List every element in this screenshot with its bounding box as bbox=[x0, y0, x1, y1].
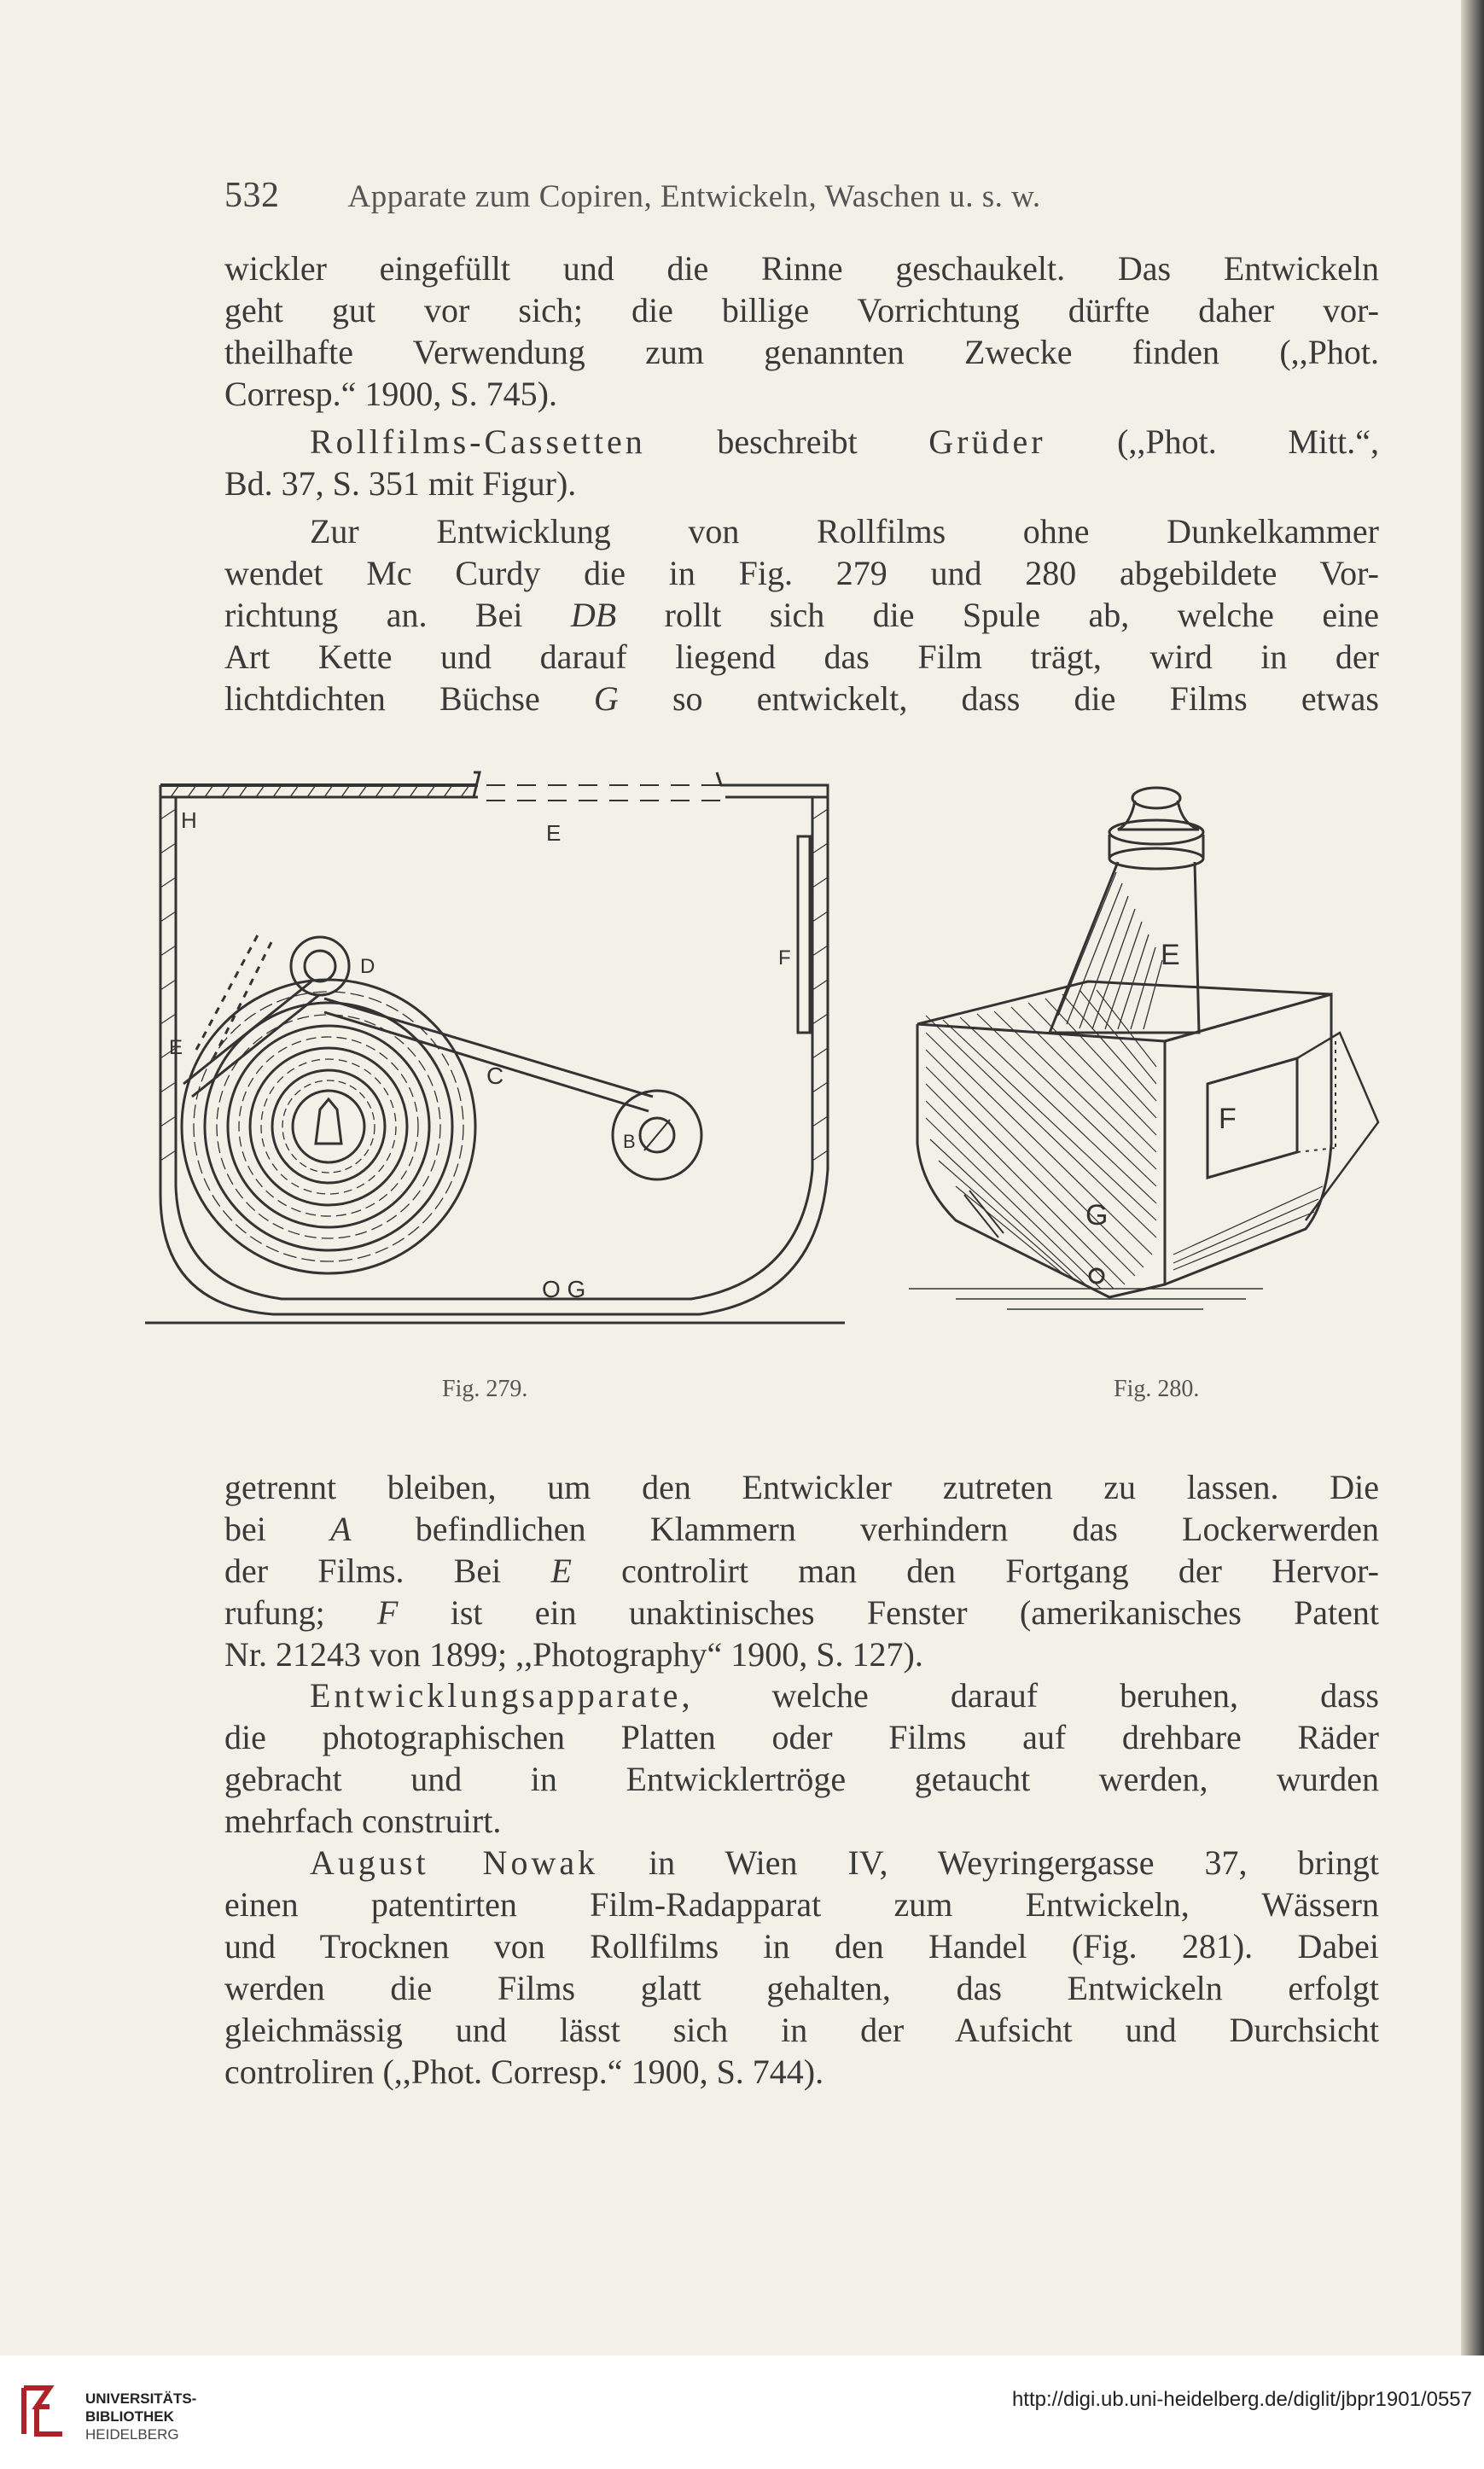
text-fragment: rufung; bbox=[224, 1593, 378, 1632]
figure-280-caption: Fig. 280. bbox=[1114, 1376, 1200, 1402]
label-D: D bbox=[360, 955, 375, 978]
text-fragment: , welche darauf beruhen, dass bbox=[681, 1676, 1379, 1715]
page-number: 532 bbox=[224, 176, 280, 215]
text-fragment: lichtdichten Büchse bbox=[224, 679, 594, 718]
text-line bbox=[224, 1550, 1379, 1592]
text-line bbox=[224, 1674, 1379, 1716]
text-fragment: beschreibt bbox=[645, 422, 929, 461]
text-line: Art Kette und darauf liegend das Film trägt, wird in der bbox=[224, 638, 1379, 676]
label-E-left: E bbox=[169, 1036, 183, 1059]
paragraph-2 bbox=[224, 421, 1379, 504]
paragraph-1 bbox=[224, 247, 1379, 415]
running-header bbox=[224, 175, 1265, 216]
text-fragment: rollt sich die Spule ab, welche eine bbox=[616, 596, 1379, 634]
text-fragment: richtung an. Bei bbox=[224, 596, 571, 634]
text-line bbox=[224, 1842, 1379, 1884]
label-OG: O G bbox=[542, 1276, 586, 1302]
italic-label: E bbox=[550, 1552, 572, 1590]
text-line: theilhafte Verwendung zum genannten Zwecke finden (,,Phot. bbox=[224, 333, 1379, 371]
figure-279-caption: Fig. 279. bbox=[442, 1376, 528, 1402]
library-logo-text bbox=[85, 2390, 196, 2443]
text-line: controliren (,,Phot. Corresp.“ 1900, S. 744). bbox=[224, 2053, 824, 2091]
label-F: F bbox=[1219, 1103, 1237, 1135]
text-line bbox=[224, 1508, 1379, 1550]
permalink-url[interactable]: http://digi.ub.uni-heidelberg.de/diglit/jbpr1901/0557 bbox=[1011, 2388, 1472, 2411]
italic-label: A bbox=[330, 1510, 352, 1548]
text-fragment: bei bbox=[224, 1510, 331, 1548]
text-line bbox=[224, 678, 1379, 719]
text-line: Nr. 21243 von 1899; ,,Photography“ 1900, S. 127). bbox=[224, 1635, 923, 1674]
text-line: getrennt bleiben, um den Entwickler zutreten zu lassen. Die bbox=[224, 1468, 1379, 1506]
italic-label: DB bbox=[570, 596, 617, 634]
page-edge-shadow bbox=[1461, 0, 1484, 2355]
text-fragment: (,,Phot. Mitt.“, bbox=[1045, 422, 1380, 461]
running-title: Apparate zum Copiren, Entwickeln, Waschen u. s. w. bbox=[347, 179, 1041, 214]
text-line: Corresp.“ 1900, S. 745). bbox=[224, 375, 557, 413]
text-line: werden die Films glatt gehalten, das Entwickeln erfolgt bbox=[224, 1969, 1379, 2007]
spaced-term: Entwicklungsapparate bbox=[310, 1676, 682, 1715]
paragraph-4 bbox=[224, 1466, 1379, 1675]
spaced-name: Grüder bbox=[928, 422, 1046, 461]
label-G: G bbox=[1085, 1199, 1109, 1232]
text-line: gleichmässig und lässt sich in der Aufsicht und Durchsicht bbox=[224, 2011, 1379, 2049]
text-fragment: controlirt man den Fortgang der Hervor- bbox=[571, 1552, 1380, 1590]
label-H: H bbox=[181, 807, 197, 833]
text-line: wickler eingefüllt und die Rinne geschaukelt. Das Entwickeln bbox=[224, 249, 1379, 288]
text-line: und Trocknen von Rollfilms in den Handel (Fig. 281). Dabei bbox=[224, 1927, 1379, 1965]
text-line: gebracht und in Entwicklertröge getaucht werden, wurden bbox=[224, 1760, 1379, 1798]
text-line: Zur Entwicklung von Rollfilms ohne Dunkelkammer bbox=[310, 512, 1379, 550]
spaced-term: Rollfilms-Cassetten bbox=[310, 422, 646, 461]
label-C: C bbox=[486, 1063, 504, 1089]
label-E-top: E bbox=[546, 820, 562, 846]
text-line: mehrfach construirt. bbox=[224, 1802, 502, 1840]
text-line: wendet Mc Curdy die in Fig. 279 und 280 abgebildete Vor- bbox=[224, 554, 1379, 592]
text-fragment: ist ein unaktinisches Fenster (amerikanisches Patent bbox=[398, 1593, 1379, 1632]
paragraph-3 bbox=[224, 510, 1379, 719]
text-line: einen patentirten Film-Radapparat zum Entwickeln, Wässern bbox=[224, 1885, 1379, 1924]
figure-279-drawing bbox=[145, 768, 845, 1348]
library-logo-icon bbox=[15, 2381, 75, 2441]
paragraph-5 bbox=[224, 1674, 1379, 1842]
label-B: B bbox=[623, 1131, 636, 1152]
spaced-name: August Nowak bbox=[310, 1843, 599, 1882]
text-line: Bd. 37, S. 351 mit Figur). bbox=[224, 464, 577, 503]
text-line bbox=[224, 594, 1379, 636]
logo-line: UNIVERSITÄTS- bbox=[85, 2390, 197, 2407]
paragraph-6 bbox=[224, 1842, 1379, 2093]
label-F: F bbox=[778, 946, 791, 970]
text-fragment: der Films. Bei bbox=[224, 1552, 551, 1590]
italic-label: G bbox=[593, 679, 619, 718]
figure-280-drawing bbox=[905, 777, 1417, 1340]
italic-label: F bbox=[377, 1593, 399, 1632]
logo-line: HEIDELBERG bbox=[85, 2426, 179, 2443]
logo-line: BIBLIOTHEK bbox=[85, 2408, 174, 2425]
text-fragment: so entwickelt, dass die Films etwas bbox=[618, 679, 1379, 718]
text-line bbox=[224, 421, 1379, 463]
text-fragment: in Wien IV, Weyringergasse 37, bringt bbox=[598, 1843, 1379, 1882]
text-line bbox=[224, 1592, 1379, 1633]
label-E: E bbox=[1161, 939, 1180, 971]
text-line: die photographischen Platten oder Films auf drehbare Räder bbox=[224, 1718, 1379, 1756]
viewer-footer bbox=[0, 2355, 1484, 2469]
text-line: geht gut vor sich; die billige Vorrichtung dürfte daher vor- bbox=[224, 291, 1379, 329]
text-fragment: befindlichen Klammern verhindern das Lockerwerden bbox=[351, 1510, 1379, 1548]
